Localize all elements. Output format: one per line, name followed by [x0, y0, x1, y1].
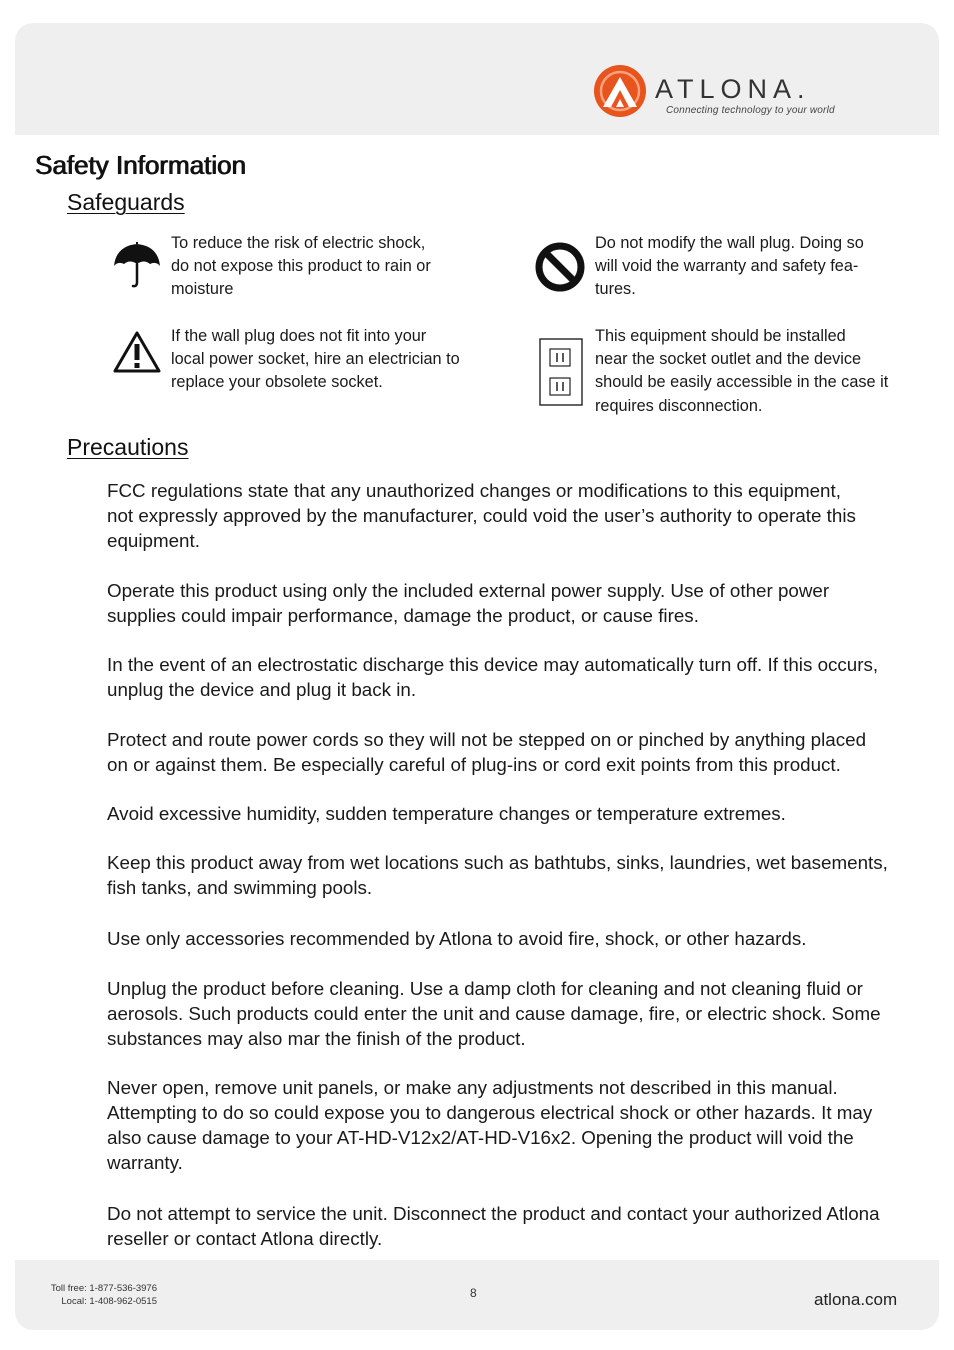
precautions-list [107, 478, 927, 1251]
precaution-paragraph: Never open, remove unit panels, or make any adjustments not described in this manual. Attempting to do so could expose you to dangerous electrical shock or other hazards. It may also cause damage to your AT-HD-V12x2/AT-HD-V16x2. Opening the product will void the warranty. [107, 1077, 873, 1173]
precaution-paragraph: Unplug the product before cleaning. Use a damp cloth for cleaning and not cleaning fluid or aerosols. Such products could enter the unit and cause damage, fire, or electric shock. Some substances may also mar the finish of the product. [107, 978, 881, 1049]
safeguards-heading: Safeguards [67, 189, 185, 215]
precaution-paragraph: Protect and route power cords so they will not be stepped on or pinched by anything placed on or against them. Be especially careful of plug-ins or cord exit points from this product. [107, 729, 867, 775]
warning-triangle-icon [112, 330, 162, 374]
toll-free-number: Toll free: 1-877-536-3976 [50, 1283, 157, 1294]
umbrella-icon [112, 242, 162, 288]
safeguard-text-rain: To reduce the risk of electric shock, do not expose this product to rain or moisture [171, 234, 431, 299]
atlona-logo-icon [592, 63, 648, 119]
brand-tagline: Connecting technology to your world [666, 105, 835, 116]
precautions-heading: Precautions [67, 434, 189, 460]
precaution-paragraph: Use only accessories recommended by Atlona to avoid fire, shock, or other hazards. [107, 928, 807, 949]
safeguard-text-plug: Do not modify the wall plug. Doing so will void the warranty and safety fea- tures. [595, 234, 864, 299]
brand-name: ATLONA. [655, 74, 811, 104]
no-symbol-icon [535, 242, 585, 292]
precaution-paragraph: In the event of an electrostatic discharge this device may automatically turn off. If this occurs, unplug the device and plug it back in. [107, 654, 879, 700]
local-number: Local: 1-408-962-0515 [61, 1296, 157, 1307]
precaution-paragraph: Keep this product away from wet locations such as bathtubs, sinks, laundries, wet basements, fish tanks, and swimming pools. [107, 852, 888, 898]
page-title: Safety Information [35, 150, 246, 180]
safeguard-text-socket: If the wall plug does not fit into your local power socket, hire an electrician to replace your obsolete socket. [171, 327, 460, 392]
page-number: 8 [470, 1286, 477, 1300]
safeguard-text-outlet: This equipment should be installed near the socket outlet and the device should be easily accessible in the case it requires disconnection. [595, 327, 889, 415]
precaution-paragraph: Avoid excessive humidity, sudden temperature changes or temperature extremes. [107, 803, 786, 824]
precaution-paragraph: Operate this product using only the included external power supply. Use of other power supplies could impair performance, damage the product, or cause fires. [107, 580, 830, 626]
precaution-paragraph: Do not attempt to service the unit. Disconnect the product and contact your authorized Atlona reseller or contact Atlona directly. [107, 1203, 880, 1249]
wall-outlet-icon [539, 338, 583, 406]
footer-contact [33, 1282, 157, 1308]
website-link[interactable]: atlona.com [814, 1290, 898, 1309]
precaution-paragraph: FCC regulations state that any unauthorized changes or modifications to this equipment, not expressly approved by the manufacturer, could void the user’s authority to operate this equipment. [107, 480, 856, 551]
